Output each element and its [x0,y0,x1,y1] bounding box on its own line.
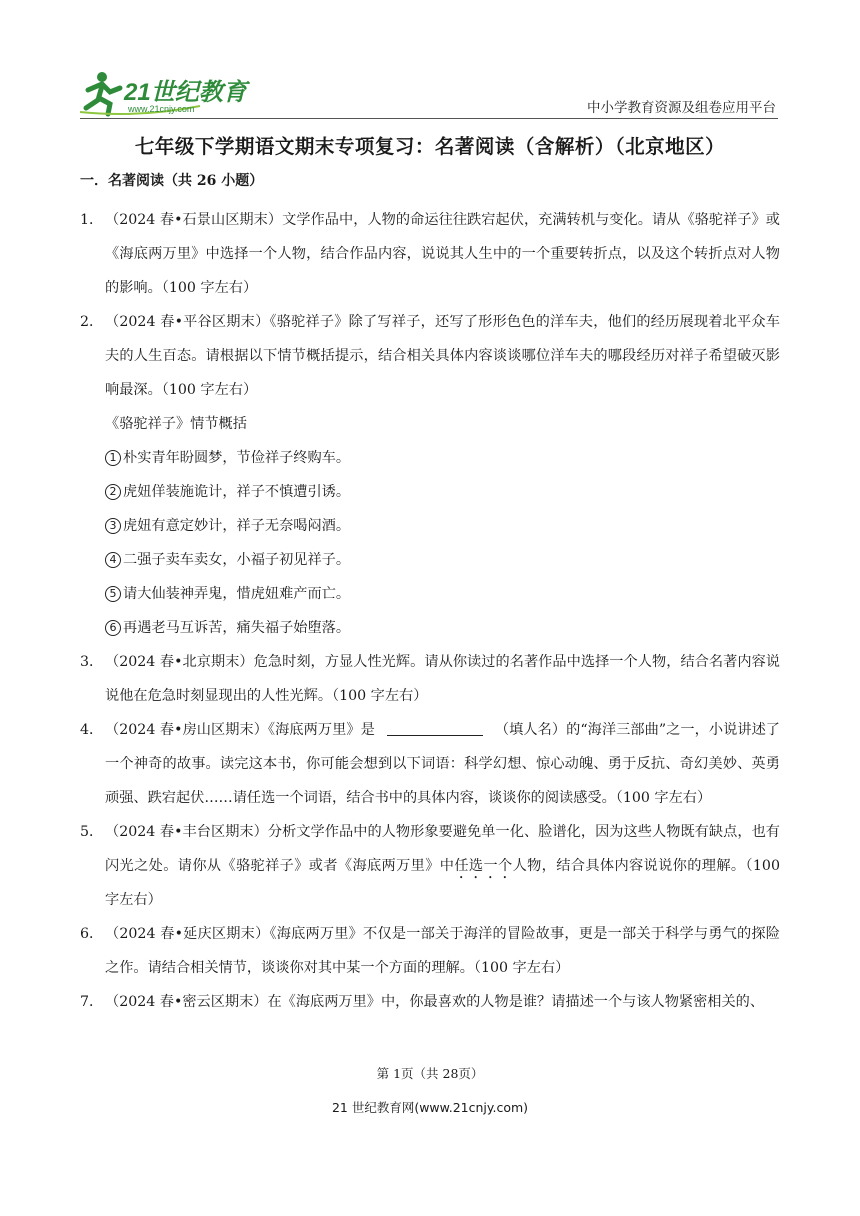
question-number: 7． [80,994,104,1010]
plot-item-text: 朴实青年盼圆梦，节俭祥子终购车。 [123,450,351,466]
question-text: （2024 春•平谷区期末）《骆驼祥子》除了写祥子，还写了形形色色的洋车夫，他们的经历展现着北平众车夫的人生百态。请根据以下情节概括提示，结合相关具体内容谈谈哪位洋车夫的哪段经历对祥子希望破灭影响最深。（100 字左右） [105,314,780,398]
question-text: （2024 春•石景山区期末）文学作品中，人物的命运往往跌宕起伏，充满转机与变化。请从《骆驼祥子》或《海底两万里》中选择一个人物，结合作品内容，说说其人生中的一个重要转折点，以及这个转折点对人物的影响。（100 字左右） [105,212,780,296]
logo-text: 21世纪教育 [124,79,247,106]
question-text: （2024 春•北京期末）危急时刻，方显人性光辉。请从你读过的名著作品中选择一个人物，结合名著内容说说他在危急时刻显现出的人性光辉。（100 字左右） [105,654,780,704]
plot-item-text: 虎妞有意定妙计，祥子无奈喝闷酒。 [123,518,351,534]
question-text-after: 人物，结合具体内容说说你的理解。（100 字左右） [105,858,780,908]
question-number: 5． [80,824,104,840]
page-number: 第 1页（共 28页） [376,1066,484,1081]
answer-blank [387,721,483,736]
question-text-before: （2024 春•丰台区期末）分析文学作品中的人物形象要避免单一化、脸谱化，因为这些人物既有缺点，也有闪光之处。请你从《骆驼祥子》或者《海底两万里》中 [105,824,780,874]
question-number: 1． [80,212,104,228]
question-list [80,203,780,1019]
question-number: 3． [80,654,104,670]
question-7 [80,985,780,1019]
plot-item [80,475,780,509]
question-3 [80,645,780,713]
question-text: （2024 春•延庆区期末）《海底两万里》不仅是一部关于海洋的冒险故事，更是一部关于科学与勇气的探险之作。请结合相关情节，谈谈你对其中某一个方面的理解。（100 字左右） [105,926,780,976]
circled-number: 5 [105,586,121,602]
plot-item [80,611,780,645]
circled-number: 4 [105,552,121,568]
emphasis-text: 任选一个 [454,858,513,874]
circled-number: 2 [105,484,121,500]
plot-heading: 《骆驼祥子》情节概括 [105,416,247,432]
circled-number: 1 [105,450,121,466]
question-number: 4． [80,722,104,738]
circled-number: 6 [105,620,121,636]
question-4 [80,713,780,815]
plot-item [80,577,780,611]
plot-item [80,509,780,543]
section-heading: 一．名著阅读（共 26 小题） [80,173,264,189]
question-number: 6． [80,926,104,942]
plot-item-text: 请大仙装神弄鬼，惜虎妞难产而亡。 [123,586,351,602]
logo [80,68,270,118]
question-1 [80,203,780,305]
platform-label: 中小学教育资源及组卷应用平台 [587,100,776,116]
question-text: （2024 春•密云区期末）在《海底两万里》中，你最喜欢的人物是谁？请描述一个与该人物紧密相关的、 [105,994,765,1010]
plot-item [80,543,780,577]
plot-item-text: 再遇老马互诉苦，痛失福子始堕落。 [123,620,351,636]
question-text-after: （填人名）的“海洋三部曲”之一，小说讲述了一个神奇的故事。读完这本书，你可能会想到以下词语：科学幻想、惊心动魄、勇于反抗、奇幻美妙、英勇顽强、跌宕起伏……请任选一个词语，结合书中的具体内容，谈谈你的阅读感受。（100 字左右） [105,722,780,806]
plot-item-text: 虎妞佯装施诡计，祥子不慎遭引诱。 [123,484,351,500]
circled-number: 3 [105,518,121,534]
footer-site: 21 世纪教育网(www.21cnjy.com) [331,1100,529,1115]
header-divider [80,118,778,119]
question-number: 2． [80,314,104,330]
document-title: 七年级下学期语文期末专项复习：名著阅读（含解析）（北京地区） [134,135,726,158]
question-6 [80,917,780,985]
question-5 [80,815,780,917]
question-text-before: （2024 春•房山区期末）《海底两万里》是 [105,722,375,738]
logo-url: www.21cnjy.com [128,104,195,114]
plot-item [80,441,780,475]
question-2 [80,305,780,407]
plot-item-text: 二强子卖车卖女，小福子初见祥子。 [123,552,351,568]
